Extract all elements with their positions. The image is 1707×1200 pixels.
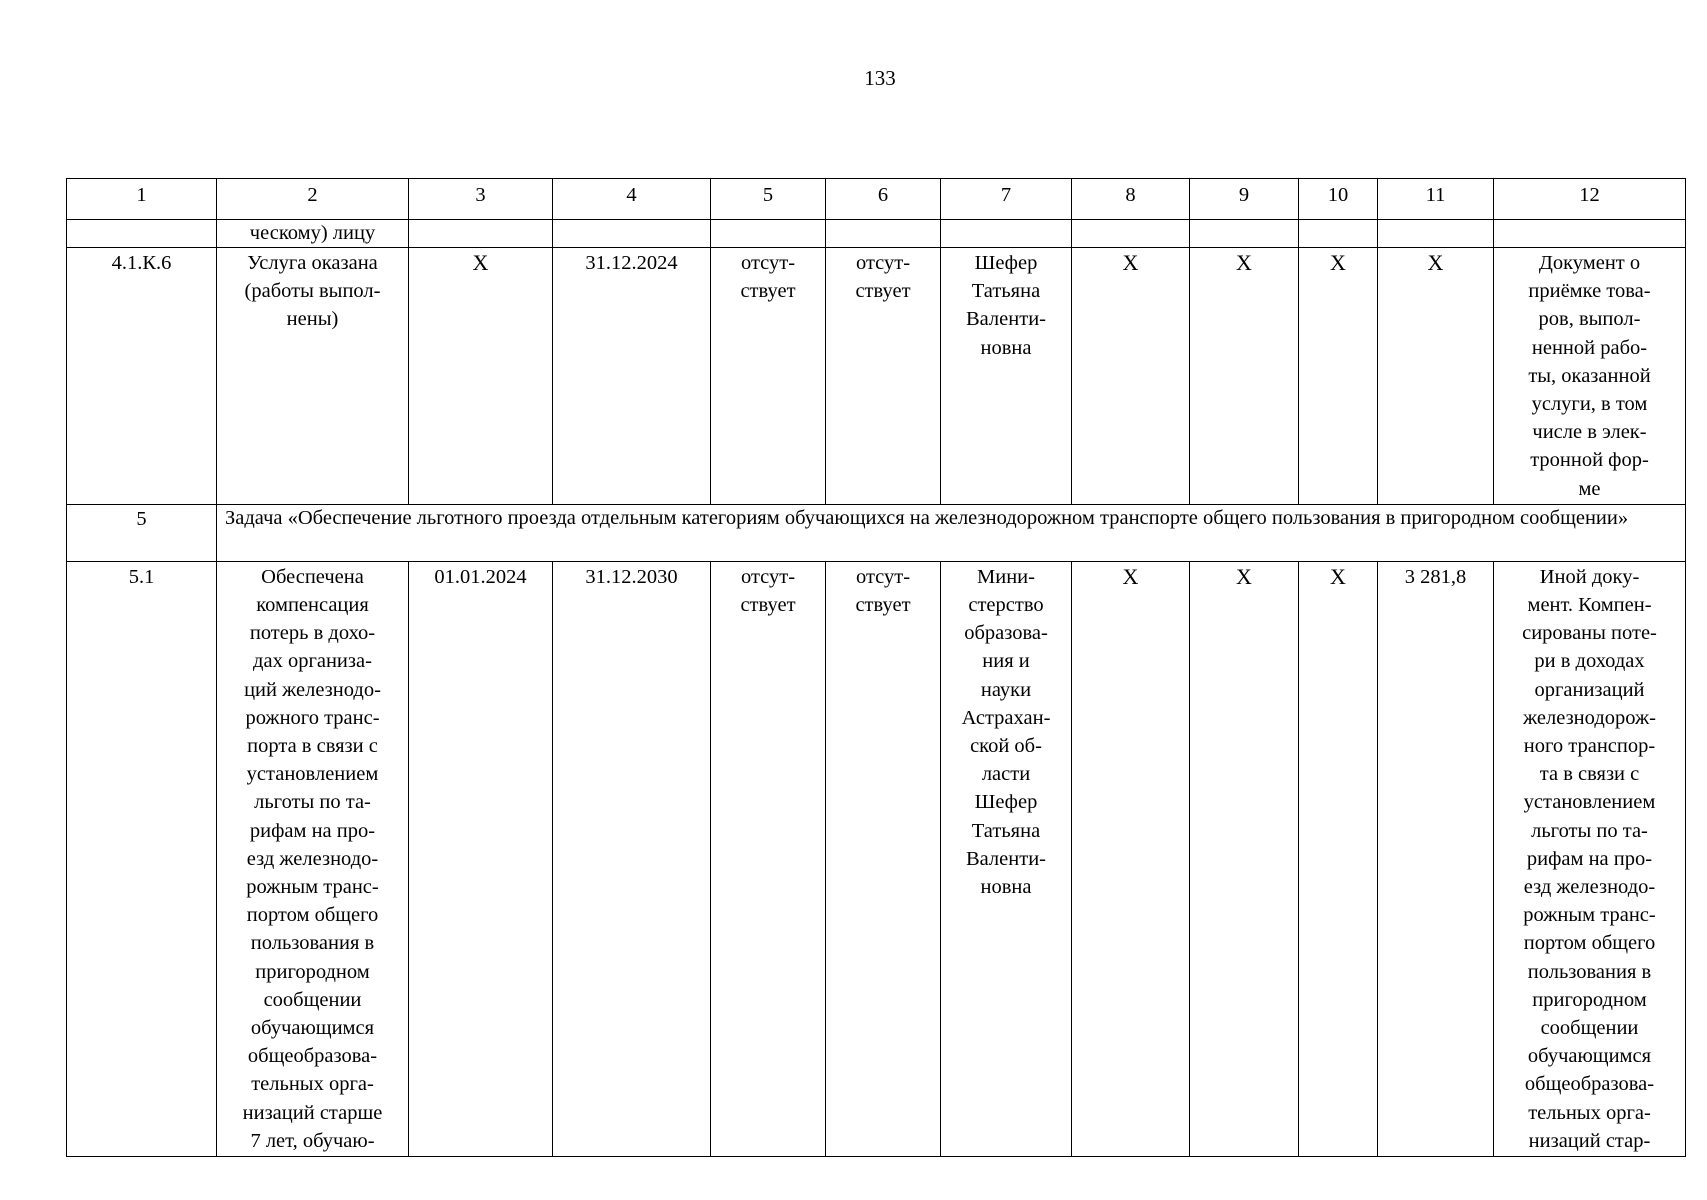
column-header: 9 bbox=[1190, 179, 1299, 220]
responsible-executor: Мини- стерство образова- ния и науки Астрахан- ской об- ласти Шефер Татьяна Валенти- новна bbox=[941, 561, 1072, 1156]
end-date: 31.12.2024 bbox=[553, 248, 711, 505]
table-cell: Х bbox=[1190, 561, 1299, 1156]
table-cell: отсут- ствует bbox=[711, 561, 826, 1156]
table-cell bbox=[1299, 220, 1378, 248]
table-cell: Х bbox=[1378, 248, 1494, 505]
confirming-document: Документ о приёмке това- ров, выпол- ненной рабо- ты, оказанной услуги, в том числе в элек- тронной фор- ме bbox=[1494, 248, 1686, 505]
table-cell bbox=[1378, 220, 1494, 248]
task-row bbox=[67, 504, 1686, 561]
start-date: 01.01.2024 bbox=[409, 561, 553, 1156]
continuation-row bbox=[67, 220, 1686, 248]
control-point-name: Услуга оказана (работы выпол- нены) bbox=[217, 248, 409, 505]
table-cell: Х bbox=[1190, 248, 1299, 505]
column-header: 4 bbox=[553, 179, 711, 220]
table-cell: Х bbox=[1072, 561, 1190, 1156]
column-header: 11 bbox=[1378, 179, 1494, 220]
result-name: Обеспечена компенсация потерь в дохо- дах организа- ций железнодо- рожного транс- порта в связи с установлением льготы по та- рифам на про- езд железнодо- рожным транс- портом общего пользования в пригородном сообщении обучающимся общеобразова- тельных орга- низаций старше 7 лет, обучаю- bbox=[217, 561, 409, 1156]
column-header: 5 bbox=[711, 179, 826, 220]
column-header: 7 bbox=[941, 179, 1072, 220]
column-header: 3 bbox=[409, 179, 553, 220]
control-points-table bbox=[66, 178, 1686, 1157]
table-row bbox=[67, 248, 1686, 505]
end-date: 31.12.2030 bbox=[553, 561, 711, 1156]
table-cell: Х bbox=[1299, 248, 1378, 505]
table-cell bbox=[1190, 220, 1299, 248]
column-header: 12 bbox=[1494, 179, 1686, 220]
table-cell: отсут- ствует bbox=[711, 248, 826, 505]
column-header: 2 bbox=[217, 179, 409, 220]
funding-amount: 3 281,8 bbox=[1378, 561, 1494, 1156]
table-cell bbox=[826, 220, 941, 248]
column-header: 8 bbox=[1072, 179, 1190, 220]
column-header: 1 bbox=[67, 179, 217, 220]
continuation-text: ческому) лицу bbox=[217, 220, 409, 248]
table-cell bbox=[67, 220, 217, 248]
table-cell bbox=[1494, 220, 1686, 248]
row-number: 5 bbox=[67, 504, 217, 561]
confirming-document: Иной доку- мент. Компен- сированы поте- ри в доходах организаций железнодорож- ного транспор- та в связи с установлением льготы по та- рифам на про- езд железнодо- рожным транс- портом общего пользования в пригородном сообщении обучающимся общеобразова- тельных орга- низаций стар- bbox=[1494, 561, 1686, 1156]
table-cell: Х bbox=[1072, 248, 1190, 505]
table-cell bbox=[553, 220, 711, 248]
table-cell: Х bbox=[1299, 561, 1378, 1156]
table-cell: отсут- ствует bbox=[826, 248, 941, 505]
row-number: 4.1.К.6 bbox=[67, 248, 217, 505]
start-date: Х bbox=[409, 248, 553, 505]
table-cell: отсут- ствует bbox=[826, 561, 941, 1156]
table-cell bbox=[711, 220, 826, 248]
column-header: 10 bbox=[1299, 179, 1378, 220]
page-number: 133 bbox=[864, 66, 896, 90]
column-number-row bbox=[67, 179, 1686, 220]
table-cell bbox=[1072, 220, 1190, 248]
table-row bbox=[67, 561, 1686, 1156]
table-cell bbox=[409, 220, 553, 248]
table-cell bbox=[941, 220, 1072, 248]
column-header: 6 bbox=[826, 179, 941, 220]
responsible-person: Шефер Татьяна Валенти- новна bbox=[941, 248, 1072, 505]
task-title: Задача «Обеспечение льготного проезда отдельным категориям обучающихся на железнодорожном транспорте общего пользования в пригородном сообщении» bbox=[217, 504, 1686, 561]
row-number: 5.1 bbox=[67, 561, 217, 1156]
